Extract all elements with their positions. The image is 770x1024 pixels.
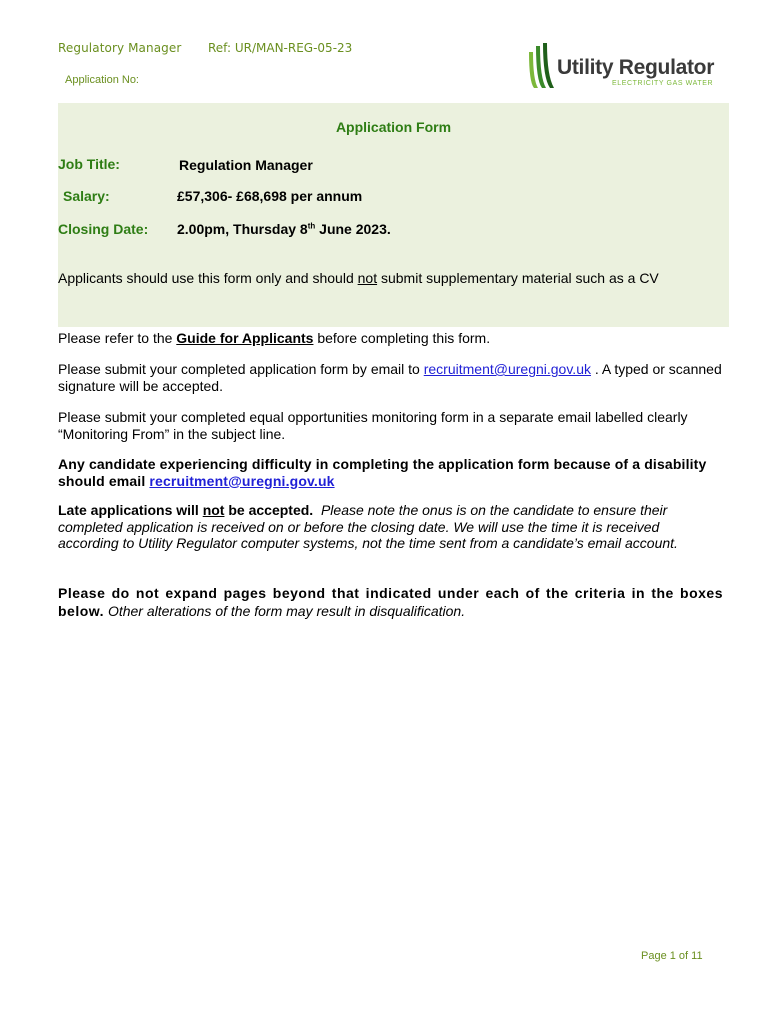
page-expansion-paragraph: Please do not expand pages beyond that indicated under each of the criteria in the boxes below. Other alterations of the form may result in disqualification.: [58, 585, 723, 619]
header-reference: Ref: UR/MAN-REG-05-23: [208, 41, 353, 55]
logo-tagline: ELECTRICITY GAS WATER: [612, 80, 714, 87]
supplementary-material-note: Applicants should use this form only and should not submit supplementary material such as a CV: [58, 270, 659, 286]
utility-regulator-logo: [526, 42, 726, 90]
disability-email-link[interactable]: recruitment@uregni.gov.uk: [149, 472, 335, 489]
salary-label: Salary:: [63, 188, 110, 204]
monitoring-form-paragraph: Please submit your completed equal opportunities monitoring form in a separate email labelled clearly “Monitoring From” in the subject line.: [58, 409, 688, 442]
application-number-label: Application No:: [65, 74, 139, 86]
job-title-label: Job Title:: [58, 156, 120, 172]
submission-paragraph: Please submit your completed application form by email to recruitment@uregni.gov.uk . A typed or scanned signature will be accepted.: [58, 361, 722, 394]
closing-date-value: 2.00pm, Thursday 8th June 2023.: [177, 221, 391, 237]
late-applications-paragraph: Late applications will not be accepted. Please note the onus is on the candidate to ensure their completed application is received on or before the closing date. We will use the time it is received according to Utility Regulator computer systems, not the time sent from a candidate’s email account.: [58, 502, 678, 551]
page-number: Page 1 of 11: [641, 950, 703, 962]
recruitment-email-link[interactable]: recruitment@uregni.gov.uk: [423, 361, 591, 377]
closing-date-label: Closing Date:: [58, 221, 149, 237]
logo-mark-icon: [526, 42, 556, 90]
job-title-value: Regulation Manager: [179, 157, 313, 173]
salary-value: £57,306- £68,698 per annum: [177, 188, 363, 204]
header-role: Regulatory Manager: [58, 41, 182, 55]
guide-reference-paragraph: Please refer to the Guide for Applicants before completing this form.: [58, 330, 491, 346]
form-title: Application Form: [335, 119, 452, 135]
logo-wordmark: Utility Regulator: [557, 56, 715, 79]
application-summary-panel: [58, 103, 729, 327]
disability-paragraph: Any candidate experiencing difficulty in completing the application form because of a disability should email recruitment@uregni.gov.uk: [58, 456, 707, 489]
guide-for-applicants-link[interactable]: Guide for Applicants: [176, 330, 314, 346]
